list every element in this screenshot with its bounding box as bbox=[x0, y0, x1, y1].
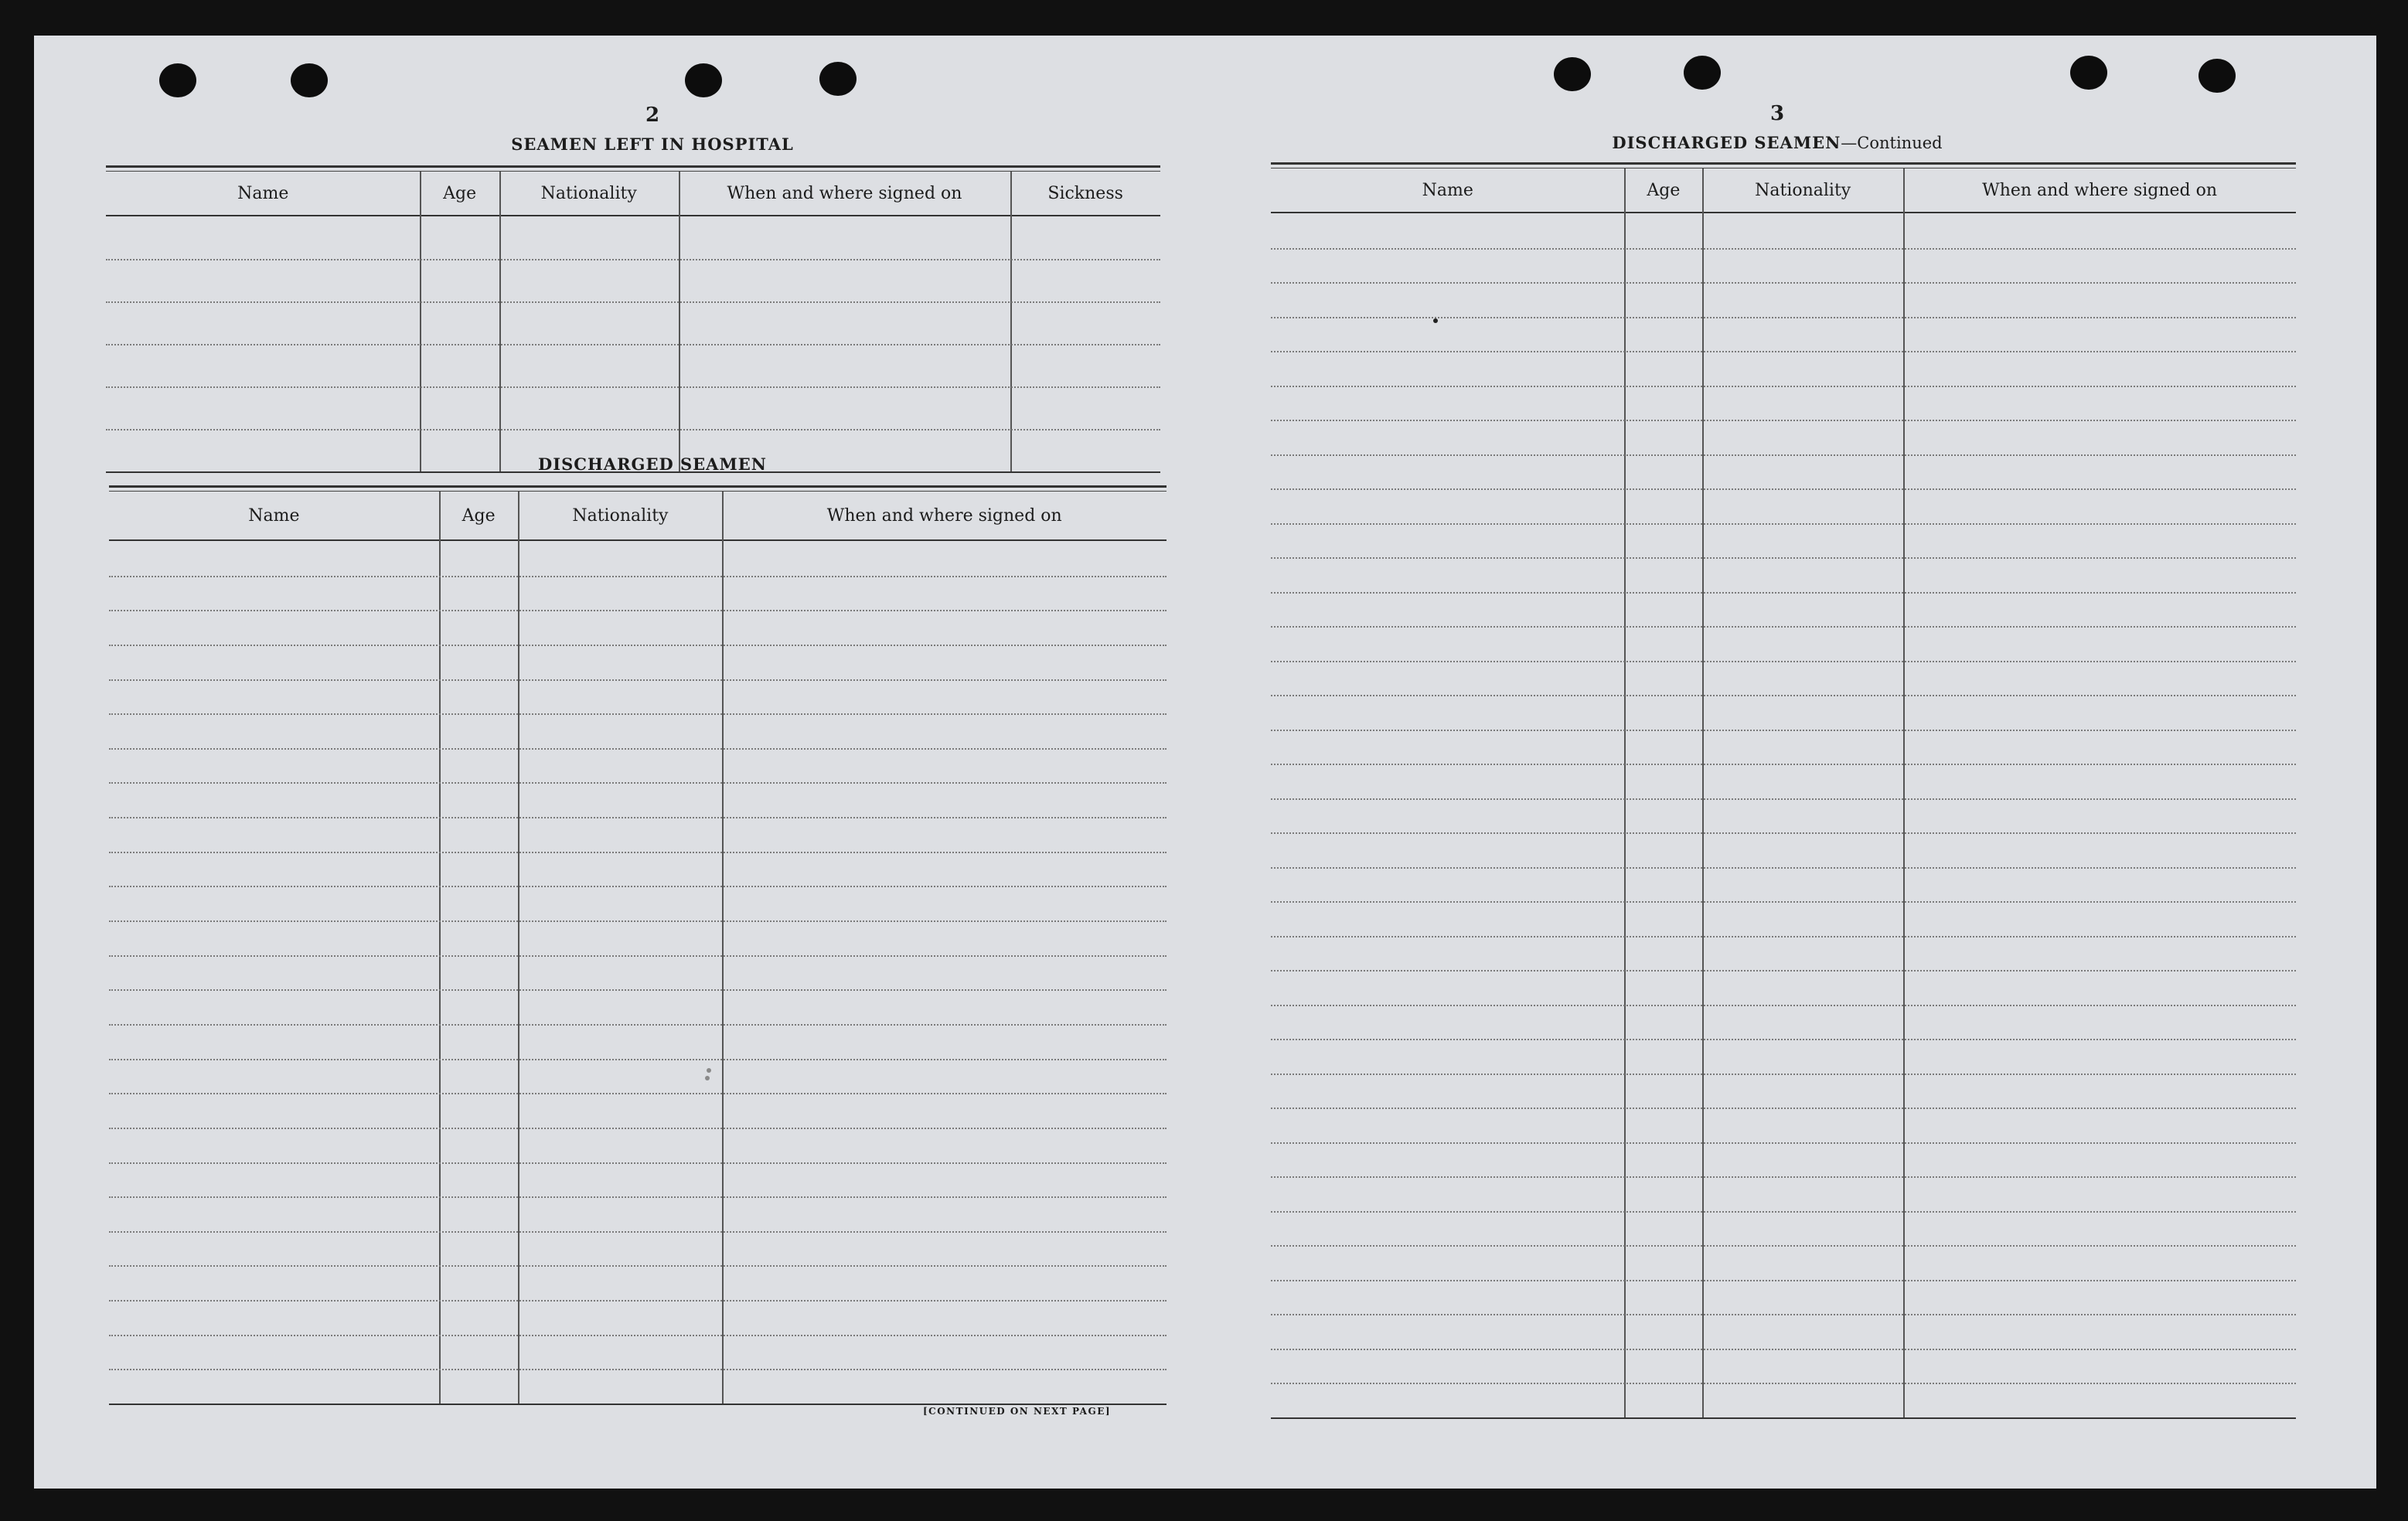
table-row-line bbox=[109, 1369, 1167, 1370]
discharged-table bbox=[109, 485, 1167, 1404]
table-row-line bbox=[1271, 695, 2296, 696]
page-number: 3 bbox=[1769, 102, 1785, 125]
column-header: Sickness bbox=[1047, 183, 1123, 203]
table-row-line bbox=[109, 1162, 1167, 1164]
punch-hole bbox=[819, 62, 857, 96]
table-row-line bbox=[1271, 626, 2296, 628]
ink-speck bbox=[705, 1076, 710, 1080]
punch-hole bbox=[685, 63, 722, 97]
table-row-line bbox=[1271, 1349, 2296, 1350]
column-header: When and where signed on bbox=[1982, 180, 2218, 200]
table-row-line bbox=[1271, 420, 2296, 421]
column-header: Age bbox=[1647, 180, 1681, 200]
table-row-line bbox=[109, 1231, 1167, 1233]
column-header: Age bbox=[443, 183, 477, 203]
column-divider bbox=[1702, 168, 1704, 1417]
column-header: Nationality bbox=[572, 505, 669, 526]
table-row-line bbox=[109, 920, 1167, 922]
table-row-line bbox=[109, 576, 1167, 577]
table-row-line bbox=[1271, 661, 2296, 662]
table-row-line bbox=[1271, 1383, 2296, 1384]
table-top-rule bbox=[106, 165, 1160, 172]
hospital-table bbox=[106, 165, 1160, 471]
table-row-line bbox=[1271, 1108, 2296, 1109]
column-header: Name bbox=[1422, 180, 1473, 200]
table-row-line bbox=[1271, 351, 2296, 352]
table-row-line bbox=[1271, 592, 2296, 594]
discharged-table-continued bbox=[1271, 162, 2296, 1417]
table-row-line bbox=[1271, 1176, 2296, 1178]
column-header: Nationality bbox=[540, 183, 637, 203]
table-bottom-rule bbox=[1271, 1417, 2296, 1419]
table-header bbox=[106, 172, 1160, 216]
table-row-line bbox=[109, 817, 1167, 818]
table-header bbox=[109, 492, 1167, 541]
table-row-line bbox=[109, 1128, 1167, 1129]
punch-hole bbox=[1684, 56, 1721, 90]
table-row-line bbox=[1271, 557, 2296, 559]
punch-hole bbox=[1554, 57, 1591, 91]
column-divider bbox=[1010, 172, 1012, 471]
table-row-line bbox=[1271, 248, 2296, 250]
table-row-line bbox=[1271, 317, 2296, 318]
section-title-text: DISCHARGED SEAMEN bbox=[1612, 133, 1841, 152]
ink-speck bbox=[1433, 318, 1438, 323]
punch-hole bbox=[2199, 59, 2236, 93]
table-bottom-rule bbox=[109, 1404, 1167, 1405]
table-row-line bbox=[109, 1024, 1167, 1026]
table-row-line bbox=[1271, 730, 2296, 731]
table-row-line bbox=[1271, 1142, 2296, 1144]
table-row-line bbox=[109, 645, 1167, 646]
column-header: Nationality bbox=[1755, 180, 1851, 200]
table-row-line bbox=[106, 386, 1160, 388]
table-row-line bbox=[109, 1093, 1167, 1094]
table-row-line bbox=[109, 1265, 1167, 1267]
table-row-line bbox=[1271, 454, 2296, 456]
table-row-line bbox=[109, 1196, 1167, 1198]
column-divider bbox=[499, 172, 501, 471]
column-divider bbox=[1903, 168, 1905, 1417]
punch-hole bbox=[159, 63, 196, 97]
table-row-line bbox=[109, 782, 1167, 784]
column-divider bbox=[679, 172, 680, 471]
table-row-line bbox=[109, 886, 1167, 887]
table-row-line bbox=[109, 1059, 1167, 1060]
table-row-line bbox=[1271, 1245, 2296, 1247]
table-row-line bbox=[106, 259, 1160, 260]
table-row-line bbox=[1271, 488, 2296, 490]
punch-hole bbox=[291, 63, 328, 97]
table-row-line bbox=[1271, 970, 2296, 971]
table-row-line bbox=[106, 429, 1160, 430]
column-header: When and where signed on bbox=[826, 505, 1062, 526]
table-row-line bbox=[1271, 1280, 2296, 1281]
table-row-line bbox=[1271, 1039, 2296, 1040]
table-row-line bbox=[1271, 798, 2296, 800]
table-row-line bbox=[1271, 901, 2296, 903]
column-header: Name bbox=[248, 505, 300, 526]
table-row-line bbox=[1271, 1074, 2296, 1075]
table-row-line bbox=[1271, 936, 2296, 937]
table-row-line bbox=[1271, 1314, 2296, 1315]
table-header bbox=[1271, 168, 2296, 213]
page-number: 2 bbox=[645, 104, 660, 127]
table-top-rule bbox=[109, 485, 1167, 492]
table-row-line bbox=[1271, 832, 2296, 834]
table-row-line bbox=[1271, 282, 2296, 284]
table-row-line bbox=[106, 301, 1160, 303]
table-row-line bbox=[1271, 523, 2296, 525]
column-header: When and where signed on bbox=[727, 183, 962, 203]
table-row-line bbox=[109, 748, 1167, 750]
table-row-line bbox=[1271, 764, 2296, 765]
table-top-rule bbox=[1271, 162, 2296, 168]
column-header: Age bbox=[462, 505, 496, 526]
document-sheet bbox=[34, 36, 2376, 1489]
section-title-suffix: —Continued bbox=[1841, 134, 1943, 152]
ink-speck bbox=[707, 1068, 711, 1073]
table-row-line bbox=[109, 1335, 1167, 1336]
table-row-line bbox=[109, 955, 1167, 957]
column-header: Name bbox=[237, 183, 289, 203]
table-row-line bbox=[1271, 867, 2296, 869]
table-row-line bbox=[1271, 1005, 2296, 1006]
section-title: DISCHARGED SEAMEN bbox=[538, 454, 767, 474]
continued-note: [CONTINUED ON NEXT PAGE] bbox=[923, 1406, 1112, 1417]
punch-hole bbox=[2070, 56, 2107, 90]
table-row-line bbox=[109, 989, 1167, 991]
section-title: SEAMEN LEFT IN HOSPITAL bbox=[511, 134, 794, 154]
table-row-line bbox=[109, 679, 1167, 681]
table-row-line bbox=[106, 344, 1160, 345]
table-row-line bbox=[1271, 1211, 2296, 1213]
table-row-line bbox=[1271, 386, 2296, 387]
table-row-line bbox=[109, 852, 1167, 853]
column-divider bbox=[420, 172, 421, 471]
section-title bbox=[1507, 133, 2048, 152]
table-row-line bbox=[109, 713, 1167, 715]
table-row-line bbox=[109, 610, 1167, 611]
table-row-line bbox=[109, 1300, 1167, 1302]
column-divider bbox=[1624, 168, 1626, 1417]
